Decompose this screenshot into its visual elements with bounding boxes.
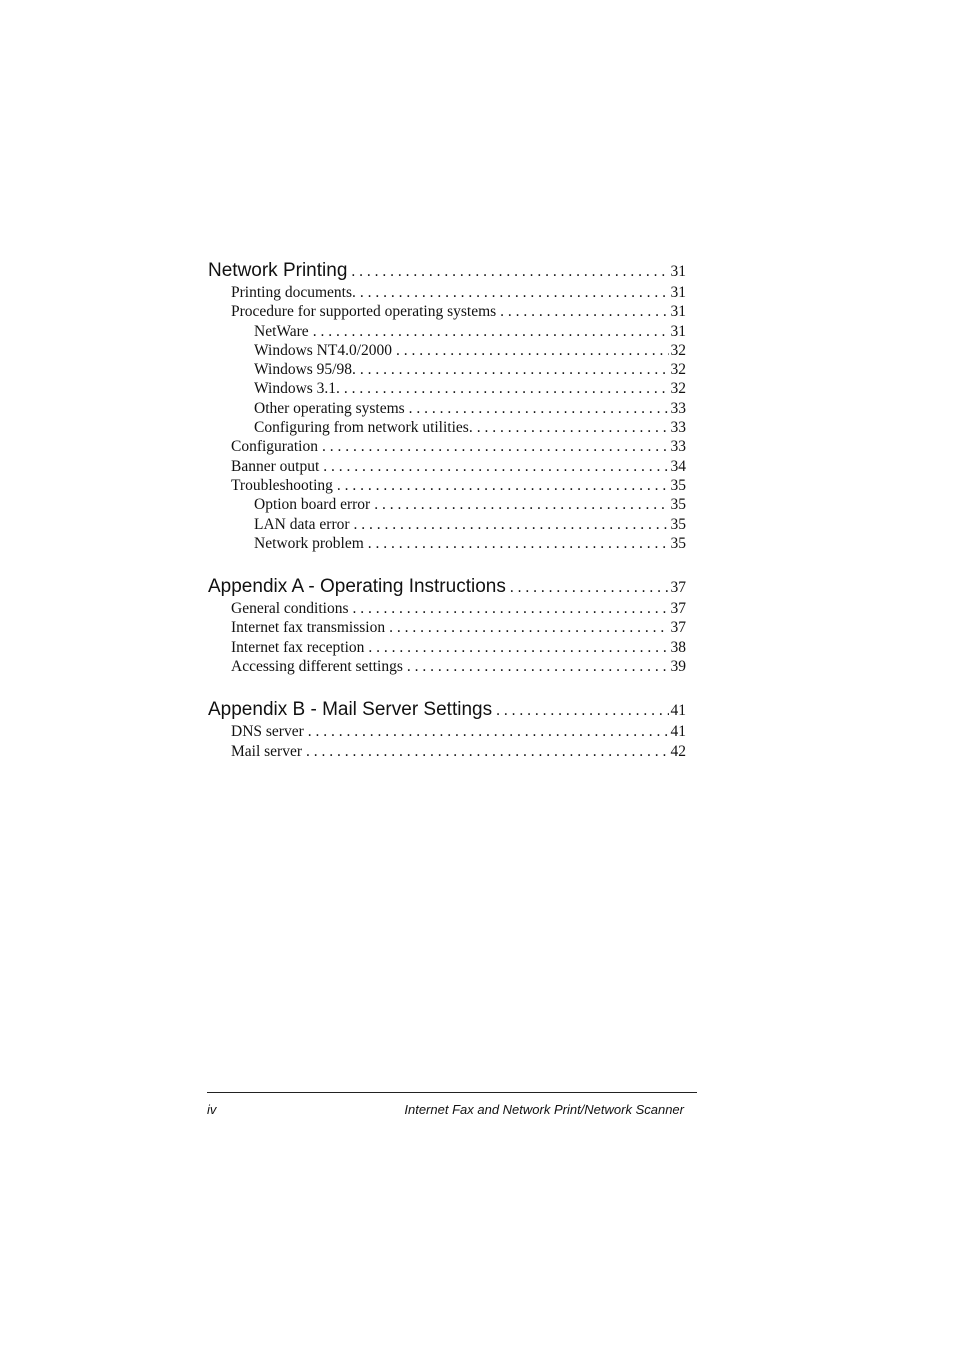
- toc-entry-page-number: 37: [670, 619, 686, 637]
- toc-chapter-entry[interactable]: [208, 258, 686, 283]
- toc-entry[interactable]: [208, 618, 686, 637]
- dot-leader: [306, 742, 668, 761]
- toc-entry-label: Appendix A - Operating Instructions: [208, 576, 506, 598]
- dot-leader: [389, 618, 668, 637]
- dot-leader: [344, 379, 669, 398]
- toc-entry[interactable]: [208, 399, 686, 418]
- toc-section: [208, 574, 686, 676]
- toc-entry-page-number: 33: [670, 399, 686, 417]
- toc-entry[interactable]: [208, 457, 686, 476]
- dot-leader: [510, 575, 669, 599]
- toc-entry-label: Procedure for supported operating systems: [231, 303, 497, 321]
- toc-entry-page-number: 41: [670, 702, 686, 720]
- toc-entry[interactable]: [208, 476, 686, 495]
- toc-entry-label: Accessing different settings: [231, 658, 403, 676]
- toc-entry-page-number: 41: [670, 723, 686, 741]
- dot-leader: [353, 599, 669, 618]
- dot-leader: [368, 534, 669, 553]
- dot-leader: [360, 283, 669, 302]
- toc-entry[interactable]: [208, 360, 686, 379]
- toc-entry-label: Windows 95/98.: [254, 361, 356, 379]
- footer-title: Internet Fax and Network Print/Network Scanner: [404, 1102, 684, 1117]
- toc-entry[interactable]: [208, 302, 686, 321]
- footer-divider: [207, 1092, 697, 1093]
- dot-leader: [322, 437, 669, 456]
- toc-entry[interactable]: [208, 495, 686, 514]
- toc-entry-page-number: 42: [670, 742, 686, 760]
- toc-entry-label: DNS server: [231, 723, 304, 741]
- dot-leader: [313, 322, 669, 341]
- toc-entry-page-number: 37: [670, 579, 686, 597]
- dot-leader: [368, 638, 668, 657]
- toc-entry-page-number: 35: [670, 476, 686, 494]
- toc-entry[interactable]: [208, 437, 686, 456]
- toc-entry-page-number: 37: [670, 600, 686, 618]
- toc-entry[interactable]: [208, 341, 686, 360]
- toc-entry-label: General conditions: [231, 600, 349, 618]
- toc-entry[interactable]: [208, 322, 686, 341]
- toc-entry-label: Banner output: [231, 457, 320, 475]
- dot-leader: [308, 722, 669, 741]
- toc-entry-label: Internet fax transmission: [231, 619, 386, 637]
- toc-entry-page-number: 38: [670, 638, 686, 656]
- toc-entry[interactable]: [208, 515, 686, 534]
- dot-leader: [351, 259, 668, 283]
- toc-chapter-entry[interactable]: [208, 697, 686, 722]
- toc-entry-label: Network problem: [254, 534, 364, 552]
- toc-entry-label: Option board error: [254, 496, 371, 514]
- toc-entry-page-number: 35: [670, 515, 686, 533]
- dot-leader: [323, 457, 668, 476]
- toc-entry[interactable]: [208, 657, 686, 676]
- toc-entry[interactable]: [208, 722, 686, 741]
- dot-leader: [407, 657, 669, 676]
- toc-entry-label: NetWare: [254, 322, 309, 340]
- toc-entry-label: Other operating systems: [254, 399, 405, 417]
- toc-entry[interactable]: [208, 534, 686, 553]
- toc-entry[interactable]: [208, 742, 686, 761]
- toc-entry-page-number: 31: [670, 303, 686, 321]
- toc-entry-label: Configuring from network utilities.: [254, 419, 473, 437]
- toc-entry-page-number: 35: [670, 496, 686, 514]
- toc-entry-label: Internet fax reception: [231, 638, 365, 656]
- toc-entry[interactable]: [208, 418, 686, 437]
- toc-entry-label: Printing documents.: [231, 284, 356, 301]
- dot-leader: [396, 341, 668, 360]
- toc-entry-label: Windows 3.1.: [254, 380, 340, 398]
- toc-entry-label: LAN data error: [254, 515, 350, 533]
- toc-entry-page-number: 31: [670, 263, 686, 280]
- toc-entry-label: Configuration: [231, 438, 318, 456]
- toc-entry-page-number: 39: [670, 658, 686, 676]
- toc-entry-page-number: 31: [670, 322, 686, 340]
- dot-leader: [337, 476, 669, 495]
- toc-chapter-entry[interactable]: [208, 574, 686, 599]
- toc-entry[interactable]: [208, 638, 686, 657]
- dot-leader: [409, 399, 669, 418]
- toc-entry-page-number: 33: [670, 419, 686, 437]
- toc-entry-page-number: 32: [670, 361, 686, 379]
- toc-entry-label: Troubleshooting: [231, 476, 333, 494]
- toc-entry-label: Appendix B - Mail Server Settings: [208, 699, 493, 721]
- table-of-contents: [208, 258, 686, 782]
- toc-entry[interactable]: [208, 599, 686, 618]
- toc-entry-label: Windows NT4.0/2000: [254, 341, 393, 359]
- toc-section: [208, 697, 686, 761]
- dot-leader: [496, 698, 668, 722]
- toc-entry[interactable]: [208, 283, 686, 302]
- toc-entry-label: Network Printing: [208, 260, 348, 281]
- dot-leader: [374, 495, 668, 514]
- dot-leader: [500, 302, 668, 321]
- dot-leader: [354, 515, 669, 534]
- toc-entry-page-number: 34: [670, 457, 686, 475]
- toc-entry-page-number: 33: [670, 438, 686, 456]
- toc-entry-page-number: 32: [670, 341, 686, 359]
- dot-leader: [477, 418, 669, 437]
- toc-entry-page-number: 35: [670, 534, 686, 552]
- toc-section: [208, 258, 686, 553]
- dot-leader: [360, 360, 669, 379]
- toc-entry-label: Mail server: [231, 742, 303, 760]
- footer-page-number: iv: [207, 1102, 217, 1117]
- toc-entry[interactable]: [208, 379, 686, 398]
- toc-entry-page-number: 31: [670, 284, 686, 301]
- toc-entry-page-number: 32: [670, 380, 686, 398]
